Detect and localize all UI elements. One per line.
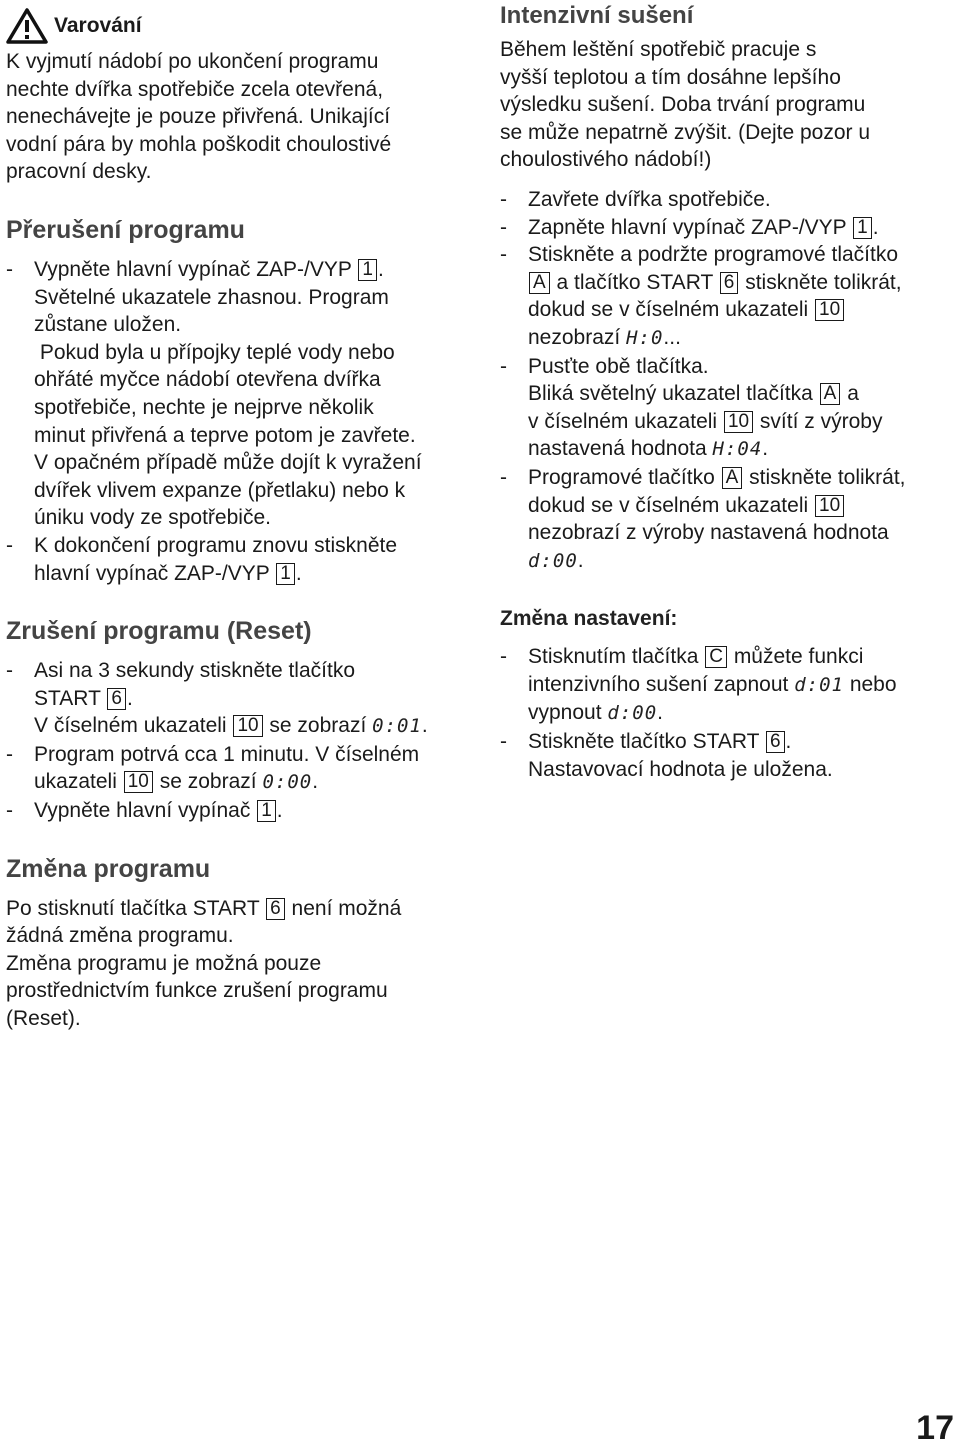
intensive-step-4-text: v číselném ukazateli 10 svítí z výroby (528, 409, 883, 433)
pause-section (6, 214, 476, 587)
intensive-step-4: - Pusťte obě tlačítka. (500, 353, 956, 381)
intensive-step-3-text: A a tlačítko START 6 stiskněte tolikrát, (500, 269, 956, 297)
key-10: 10 (124, 771, 153, 793)
key-10: 10 (233, 715, 262, 737)
key-6: 6 (107, 688, 126, 710)
intensive-line: choulostivého nádobí!) (500, 148, 712, 172)
change-line: Po stisknutí tlačítka START 6 není možná (6, 896, 402, 920)
warning-line: nenechávejte je pouze přivřená. Unikající (6, 105, 391, 129)
setting-step-2: - Stiskněte tlačítko START 6 . (500, 728, 956, 756)
intensive-line: výsledku sušení. Doba trvání programu (500, 93, 866, 117)
setting-step-1-text: vypnout d:00. (528, 701, 664, 725)
warning-line: pracovní desky. (6, 160, 152, 184)
pause-note-line: V opačném případě může dojít k vyražení (34, 451, 422, 475)
change-line: (Reset). (6, 1007, 81, 1031)
setting-step-1-text: intenzivního sušení zapnout d:01 nebo (528, 672, 897, 696)
display-readout: H:0 (626, 326, 664, 349)
pause-note-line: ohřáté myčce nádobí otevřena dvířka (34, 368, 381, 392)
pause-step-1-text: Světelné ukazatele zhasnou. Program (34, 285, 389, 309)
display-readout: d:00 (528, 549, 578, 572)
intensive-step-5-text: dokud se v číselném ukazateli 10 (500, 492, 956, 520)
pause-note-line: spotřebiče, nechte je nejprve několik (34, 395, 374, 419)
reset-heading: Zrušení programu (Reset) (6, 617, 312, 646)
display-readout: H:04 (712, 438, 763, 461)
intensive-section (500, 0, 956, 575)
pause-note-line: dvířek vlivem expanze (přetlaku) nebo k (34, 478, 406, 502)
key-a: A (722, 467, 743, 489)
intensive-heading: Intenzivní sušení (500, 2, 694, 29)
reset-step-2-text: ukazateli 10 se zobrazí 0:00. (34, 770, 319, 794)
reset-step-1: - Asi na 3 sekundy stiskněte tlačítko (6, 657, 476, 685)
warning-line: K vyjmutí nádobí po ukončení programu (6, 50, 379, 73)
pause-step-2-text: hlavní vypínač ZAP-/VYP 1 . (34, 561, 302, 585)
warning-title: Varování (54, 14, 142, 37)
key-6: 6 (266, 898, 285, 920)
intensive-step-5-text: d:00. (528, 548, 584, 572)
key-6: 6 (720, 272, 739, 294)
intensive-step-3: - Stiskněte a podržte programové tlačítko (500, 241, 956, 269)
pause-note-line: Pokud byla u přípojky teplé vody nebo (34, 340, 395, 364)
warning-line: vodní pára by mohla poškodit choulostivé (6, 132, 392, 156)
intensive-step-5-text: nezobrazí z výroby nastavená hodnota (528, 521, 889, 545)
pause-heading: Přerušení programu (6, 215, 245, 244)
pause-step-1: - Vypněte hlavní vypínač ZAP-/VYP 1 . (6, 256, 476, 284)
intensive-step-4-text: nastavená hodnota H:04. (528, 437, 769, 461)
reset-step-2: - Program potrvá cca 1 minutu. V číselném (6, 741, 476, 769)
key-1: 1 (276, 563, 295, 585)
key-a: A (820, 383, 841, 405)
reset-section (6, 615, 476, 825)
reset-step-3: - Vypněte hlavní vypínač 1 . (6, 797, 476, 825)
key-6: 6 (766, 731, 785, 753)
display-readout: 0:00 (262, 771, 313, 794)
change-line: žádná změna programu. (6, 924, 234, 948)
pause-step-2: - K dokončení programu znovu stiskněte (6, 532, 476, 560)
setting-step-2-text: Nastavovací hodnota je uložena. (528, 757, 833, 781)
warning-block (6, 8, 476, 186)
key-10: 10 (815, 299, 844, 321)
key-10: 10 (815, 495, 844, 517)
setting-heading: Změna nastavení: (500, 607, 678, 631)
intensive-step-1: - Zavřete dvířka spotřebiče. (500, 186, 956, 214)
warning-title-row (6, 8, 476, 44)
reset-step-1-text: V číselném ukazateli 10 se zobrazí 0:01. (34, 714, 428, 738)
key-1: 1 (257, 800, 276, 822)
intensive-step-5: - Programové tlačítko A stiskněte tolikrát, (500, 464, 956, 492)
intensive-step-4-text: Bliká světelný ukazatel tlačítka A a (528, 382, 859, 406)
display-readout: d:00 (607, 702, 658, 725)
display-readout: 0:01 (372, 715, 422, 738)
reset-step-1-text: START 6 . (34, 686, 133, 710)
warning-triangle-icon (6, 8, 48, 44)
intensive-line: Během leštění spotřebič pracuje s (500, 38, 817, 61)
warning-line: nechte dvířka spotřebiče zcela otevřená, (6, 77, 384, 101)
change-section (6, 853, 476, 1033)
pause-note-line: minut přivřená a teprve potom je zavřete. (34, 423, 416, 447)
intensive-step-2: - Zapněte hlavní vypínač ZAP-/VYP 1 . (500, 214, 956, 242)
key-1: 1 (358, 259, 377, 281)
setting-section (500, 605, 956, 783)
page-number: 17 (916, 1409, 954, 1447)
change-heading: Změna programu (6, 854, 211, 883)
key-10: 10 (724, 411, 753, 433)
intensive-line: vyšší teplotou a tím dosáhne lepšího (500, 65, 841, 89)
display-readout: d:01 (794, 673, 844, 696)
change-line: prostřednictvím funkce zrušení programu (6, 979, 388, 1003)
left-column (6, 0, 476, 1033)
right-column (500, 0, 956, 783)
change-line: Změna programu je možná pouze (6, 951, 322, 975)
intensive-step-3-text: dokud se v číselném ukazateli 10 (500, 296, 956, 324)
key-c: C (705, 646, 727, 668)
key-a: A (529, 272, 550, 294)
setting-step-1: - Stisknutím tlačítka C můžete funkci (500, 643, 956, 671)
pause-note-line: úniku vody ze spotřebiče. (34, 506, 271, 530)
pause-step-1-text: zůstane uložen. (34, 313, 182, 337)
intensive-line: se může nepatrně zvýšit. (Dejte pozor u (500, 120, 871, 144)
key-1: 1 (853, 217, 872, 239)
intensive-step-3-text: nezobrazí H:0... (528, 325, 681, 349)
